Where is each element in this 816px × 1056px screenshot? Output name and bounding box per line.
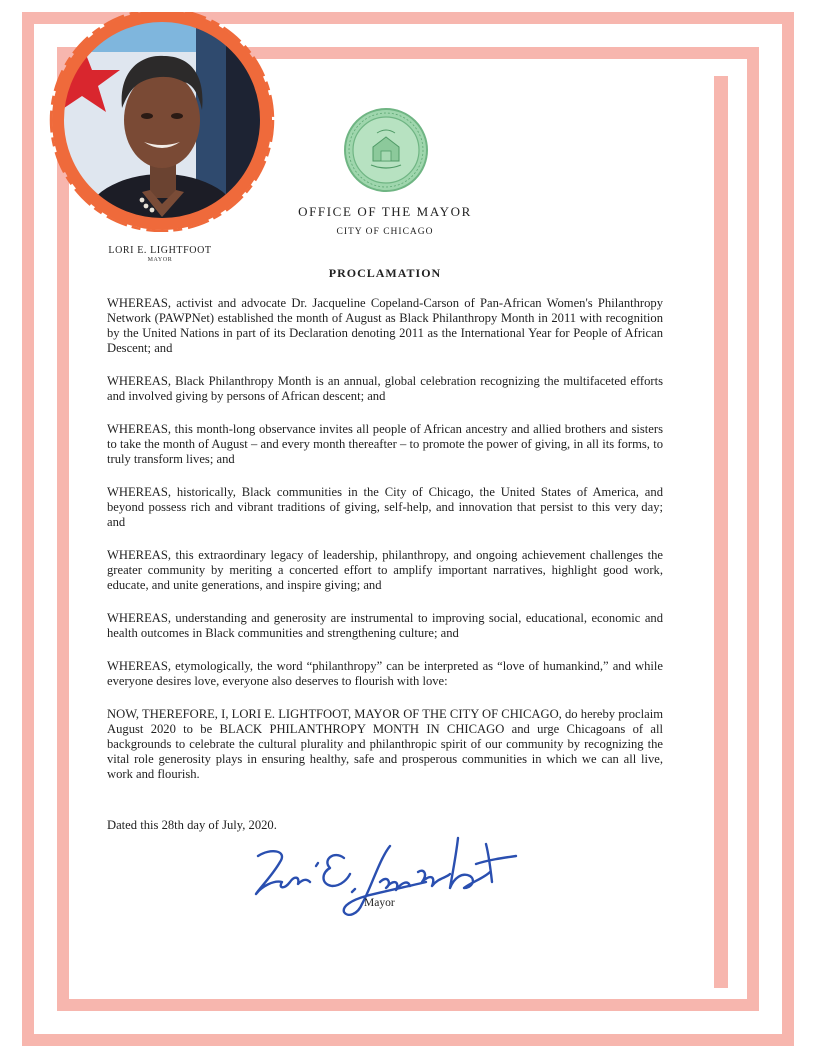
mayor-name: LORI E. LIGHTFOOT <box>108 245 212 256</box>
city-seal-icon <box>343 107 429 193</box>
dated-line: Dated this 28th day of July, 2020. <box>107 818 277 832</box>
whereas-paragraph-5: WHEREAS, this extraordinary legacy of leadership, philanthropy, and ongoing achievement challenges the greater community by meriting a concerted effort to amplify important narratives, highlight good work, educate, and unite generations, and inspire giving; and <box>107 548 663 592</box>
resolution-paragraph: NOW, THEREFORE, I, LORI E. LIGHTFOOT, MAYOR OF THE CITY OF CHICAGO, do hereby proclaim August 2020 to be BLACK PHILANTHROPY MONTH IN CHICAGO and urge Chicagoans of all backgrounds to celebrate the cultural plurality and philanthropic spirit of our community by recognizing the vital role generosity plays in ensuring healthy, safe and prosperous communities in which we can all live, work and flourish. <box>107 707 663 781</box>
office-title: OFFICE OF THE MAYOR <box>298 204 472 219</box>
whereas-paragraph-7: WHEREAS, etymologically, the word “philanthropy” can be interpreted as “love of humankind,” and while everyone desires love, everyone also deserves to flourish with love: <box>107 659 663 688</box>
whereas-paragraph-3: WHEREAS, this month-long observance invites all people of African ancestry and allied brothers and sisters to take the month of August – and every month thereafter – to promote the power of giving, in all its forms, to truly transform lives; and <box>107 422 663 466</box>
mayor-caption <box>84 245 236 263</box>
mayor-title: MAYOR <box>147 257 173 263</box>
whereas-paragraph-2: WHEREAS, Black Philanthropy Month is an annual, global celebration recognizing the multifaceted efforts and involved giving by persons of African descent; and <box>107 374 663 403</box>
whereas-paragraph-1: WHEREAS, activist and advocate Dr. Jacqueline Copeland-Carson of Pan-African Women's Philanthropy Network (PAWPNet) established the month of August as Black Philanthropy Month in 2011 with recognition by the United Nations in part of its Declaration denoting 2011 as the International Year for People of African Descent; and <box>107 296 663 355</box>
city-name: CITY OF CHICAGO <box>336 227 434 237</box>
right-accent-bar <box>714 76 728 988</box>
whereas-paragraph-6: WHEREAS, understanding and generosity are instrumental to improving social, educational, economic and health outcomes in Black communities and strengthening culture; and <box>107 611 663 640</box>
whereas-paragraph-4: WHEREAS, historically, Black communities in the City of Chicago, the United States of America, and beyond possess rich and vibrant traditions of giving, self-help, and innovation that persist to this very day; and <box>107 485 663 529</box>
signature-title: Mayor <box>364 897 395 909</box>
proclamation-heading: PROCLAMATION <box>328 266 442 280</box>
mayor-portrait <box>46 12 278 232</box>
proclamation-body <box>107 296 663 798</box>
